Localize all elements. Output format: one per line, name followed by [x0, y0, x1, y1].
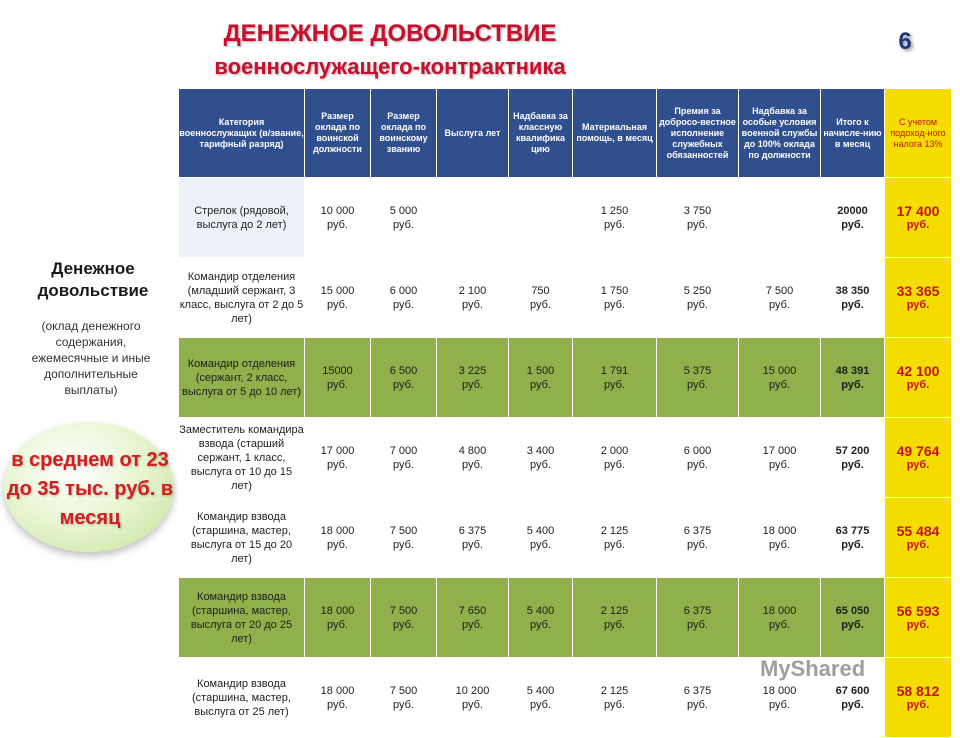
amount: 6 375 — [683, 524, 712, 537]
header-cell: Размер оклада по воинской должности — [305, 89, 371, 178]
currency: руб. — [327, 458, 348, 471]
amount: 7 500 — [389, 524, 418, 537]
header-cell: Надбавка за особые условия военной службы до 100% оклада по должности — [739, 89, 821, 178]
currency: руб. — [906, 618, 930, 631]
amount: 1 791 — [600, 364, 629, 377]
header-cell: Материальная помощь, в месяц — [573, 89, 657, 178]
amount: 5 400 — [526, 604, 555, 617]
currency: руб. — [687, 218, 708, 231]
watermark: MyShared — [760, 656, 866, 681]
amount: 5 375 — [683, 364, 712, 377]
currency: руб. — [604, 458, 625, 471]
currency: руб. — [462, 698, 483, 711]
value-cell — [739, 338, 821, 418]
oval-text: в среднем от 23 до 35 тыс. руб. в месяц — [6, 449, 174, 529]
after-tax-amount: 17 400 — [896, 202, 940, 219]
currency: руб. — [906, 538, 930, 551]
value-cell — [573, 418, 657, 498]
currency: руб. — [604, 218, 625, 231]
amount: 3 400 — [526, 444, 555, 457]
value-cell — [371, 338, 437, 418]
after-tax-amount: 42 100 — [896, 362, 940, 379]
currency: руб. — [393, 698, 414, 711]
amount: 750 — [531, 284, 550, 297]
currency: руб. — [530, 618, 551, 631]
currency: руб. — [906, 458, 930, 471]
currency: руб. — [841, 298, 864, 311]
category-cell: Командир взвода (старшина, мастер, выслуга от 20 до 25 лет) — [179, 578, 305, 658]
currency: руб. — [604, 378, 625, 391]
currency: руб. — [604, 298, 625, 311]
currency: руб. — [530, 378, 551, 391]
table-row — [179, 418, 952, 498]
value-cell — [509, 658, 573, 738]
value-cell — [739, 258, 821, 338]
currency: руб. — [393, 378, 414, 391]
amount: 7 000 — [389, 444, 418, 457]
value-cell — [305, 418, 371, 498]
value-cell — [509, 418, 573, 498]
currency: руб. — [906, 298, 930, 311]
after-tax-amount: 49 764 — [896, 442, 940, 459]
currency: руб. — [327, 618, 348, 631]
amount: 5 250 — [683, 284, 712, 297]
category-cell: Командир отделения (младший сержант, 3 класс, выслуга от 2 до 5 лет) — [179, 258, 305, 338]
left-description: (оклад денежного содержания, ежемесячные и иные дополнительные выплаты) — [31, 319, 151, 397]
after-tax-amount: 33 365 — [896, 282, 940, 299]
table-row — [179, 498, 952, 578]
value-cell — [739, 578, 821, 658]
value-cell — [437, 338, 509, 418]
currency: руб. — [462, 298, 483, 311]
currency: руб. — [906, 218, 930, 231]
value-cell — [657, 578, 739, 658]
value-cell — [573, 338, 657, 418]
table-header-row — [179, 89, 952, 178]
total-amount: 20000 — [837, 204, 868, 217]
amount: 7 500 — [389, 604, 418, 617]
header-cell: Премия за добросо-вестное исполнение служебных обязанностей — [657, 89, 739, 178]
header-cell: Итого к начисле-нию в месяц — [821, 89, 885, 178]
value-cell — [739, 498, 821, 578]
value-cell — [657, 658, 739, 738]
currency: руб. — [393, 458, 414, 471]
value-cell — [509, 258, 573, 338]
amount: 5 000 — [389, 204, 418, 217]
total-cell — [821, 578, 885, 658]
total-cell — [821, 418, 885, 498]
currency: руб. — [530, 698, 551, 711]
category-cell: Заместитель командира взвода (старший сержант, 1 класс, выслуга от 10 до 15 лет) — [179, 418, 305, 498]
amount: 2 000 — [600, 444, 629, 457]
amount: 18 000 — [320, 604, 355, 617]
value-cell — [371, 418, 437, 498]
value-cell — [371, 498, 437, 578]
header-cell: Категория военнослужащих (в/звание, тарифный разряд) — [179, 89, 305, 178]
amount: 6 375 — [683, 684, 712, 697]
page-number: 6 — [898, 28, 912, 55]
currency: руб. — [327, 538, 348, 551]
currency: руб. — [604, 538, 625, 551]
amount: 17 000 — [762, 444, 797, 457]
total-amount: 65 050 — [835, 604, 870, 617]
currency: руб. — [906, 378, 930, 391]
value-cell — [371, 178, 437, 258]
header-cell: Выслуга лет — [437, 89, 509, 178]
amount: 6 375 — [683, 604, 712, 617]
value-cell — [305, 258, 371, 338]
after-tax-cell — [885, 498, 952, 578]
currency: руб. — [327, 378, 348, 391]
value-cell — [305, 338, 371, 418]
value-cell — [305, 578, 371, 658]
category-cell: Командир взвода (старшина, мастер, выслуга от 15 до 20 лет) — [179, 498, 305, 578]
value-cell — [305, 498, 371, 578]
currency: руб. — [687, 698, 708, 711]
amount: 2 125 — [600, 524, 629, 537]
currency: руб. — [769, 458, 790, 471]
value-cell — [437, 578, 509, 658]
amount: 7 650 — [458, 604, 487, 617]
after-tax-cell — [885, 578, 952, 658]
after-tax-cell — [885, 338, 952, 418]
value-cell — [371, 658, 437, 738]
value-cell — [573, 578, 657, 658]
value-cell — [371, 578, 437, 658]
currency: руб. — [530, 458, 551, 471]
value-cell — [657, 418, 739, 498]
amount: 15 000 — [320, 284, 355, 297]
amount: 15 000 — [762, 364, 797, 377]
currency: руб. — [393, 538, 414, 551]
currency: руб. — [769, 378, 790, 391]
value-cell — [573, 178, 657, 258]
left-heading: Денежное довольствие — [37, 259, 149, 300]
value-cell — [305, 658, 371, 738]
currency: руб. — [327, 298, 348, 311]
currency: руб. — [687, 298, 708, 311]
currency: руб. — [769, 538, 790, 551]
currency: руб. — [841, 698, 864, 711]
after-tax-cell — [885, 418, 952, 498]
total-amount: 57 200 — [835, 444, 870, 457]
currency: руб. — [462, 458, 483, 471]
currency: руб. — [841, 458, 864, 471]
total-cell — [821, 498, 885, 578]
currency: руб. — [687, 458, 708, 471]
currency: руб. — [687, 618, 708, 631]
amount: 2 125 — [600, 684, 629, 697]
currency: руб. — [841, 538, 864, 551]
currency: руб. — [841, 218, 864, 231]
value-cell — [573, 658, 657, 738]
amount: 6 000 — [683, 444, 712, 457]
amount: 7 500 — [765, 284, 794, 297]
value-cell — [509, 178, 573, 258]
currency: руб. — [327, 698, 348, 711]
amount: 3 225 — [458, 364, 487, 377]
amount: 6 500 — [389, 364, 418, 377]
currency: руб. — [462, 538, 483, 551]
currency: руб. — [530, 298, 551, 311]
header-cell: Размер оклада по воинскому званию — [371, 89, 437, 178]
currency: руб. — [393, 218, 414, 231]
after-tax-cell — [885, 178, 952, 258]
header-cell: Надбавка за классную квалифика цию — [509, 89, 573, 178]
table-row — [179, 178, 952, 258]
amount: 4 800 — [458, 444, 487, 457]
value-cell — [657, 338, 739, 418]
amount: 5 400 — [526, 684, 555, 697]
value-cell — [305, 178, 371, 258]
amount: 6 375 — [458, 524, 487, 537]
title-line1: ДЕНЕЖНОЕ ДОВОЛЬСТВИЕ — [223, 20, 557, 47]
after-tax-amount: 55 484 — [896, 522, 940, 539]
amount: 10 000 — [320, 204, 355, 217]
salary-table — [178, 88, 952, 738]
total-amount: 38 350 — [835, 284, 870, 297]
table-row — [179, 258, 952, 338]
currency: руб. — [687, 538, 708, 551]
value-cell — [437, 498, 509, 578]
table-row — [179, 338, 952, 418]
currency: руб. — [769, 618, 790, 631]
amount: 15000 — [322, 364, 353, 377]
after-tax-cell — [885, 258, 952, 338]
value-cell — [437, 178, 509, 258]
table-row — [179, 578, 952, 658]
currency: руб. — [393, 298, 414, 311]
amount: 2 100 — [458, 284, 487, 297]
amount: 1 500 — [526, 364, 555, 377]
amount: 17 000 — [320, 444, 355, 457]
currency: руб. — [769, 298, 790, 311]
category-cell: Командир взвода (старшина, мастер, выслуга от 25 лет) — [179, 658, 305, 738]
value-cell — [509, 498, 573, 578]
value-cell — [657, 498, 739, 578]
amount: 3 750 — [683, 204, 712, 217]
value-cell — [573, 498, 657, 578]
value-cell — [573, 258, 657, 338]
total-cell — [821, 338, 885, 418]
amount: 18 000 — [762, 604, 797, 617]
value-cell — [437, 258, 509, 338]
currency: руб. — [530, 538, 551, 551]
value-cell — [437, 418, 509, 498]
category-cell: Командир отделения (сержант, 2 класс, выслуга от 5 до 10 лет) — [179, 338, 305, 418]
currency: руб. — [462, 618, 483, 631]
category-cell: Стрелок (рядовой, выслуга до 2 лет) — [179, 178, 305, 258]
amount: 18 000 — [762, 524, 797, 537]
amount: 5 400 — [526, 524, 555, 537]
title-line2: военнослужащего-контрактника — [214, 54, 566, 79]
currency: руб. — [687, 378, 708, 391]
total-cell — [821, 178, 885, 258]
amount: 18 000 — [320, 684, 355, 697]
value-cell — [739, 178, 821, 258]
amount: 10 200 — [455, 684, 490, 697]
header-cell-tax: С учетом подоход-ного налога 13% — [885, 89, 952, 178]
currency: руб. — [841, 618, 864, 631]
amount: 2 125 — [600, 604, 629, 617]
amount: 18 000 — [762, 684, 797, 697]
amount: 1 750 — [600, 284, 629, 297]
amount: 7 500 — [389, 684, 418, 697]
value-cell — [739, 418, 821, 498]
currency: руб. — [906, 698, 930, 711]
value-cell — [371, 258, 437, 338]
after-tax-cell — [885, 658, 952, 738]
currency: руб. — [769, 698, 790, 711]
value-cell — [509, 578, 573, 658]
value-cell — [509, 338, 573, 418]
value-cell — [437, 658, 509, 738]
currency: руб. — [604, 698, 625, 711]
currency: руб. — [462, 378, 483, 391]
amount: 18 000 — [320, 524, 355, 537]
total-amount: 48 391 — [835, 364, 870, 377]
after-tax-amount: 56 593 — [896, 602, 940, 619]
value-cell — [657, 258, 739, 338]
after-tax-amount: 58 812 — [896, 682, 940, 699]
currency: руб. — [604, 618, 625, 631]
currency: руб. — [393, 618, 414, 631]
amount: 1 250 — [600, 204, 629, 217]
total-amount: 67 600 — [835, 684, 870, 697]
currency: руб. — [841, 378, 864, 391]
amount: 6 000 — [389, 284, 418, 297]
value-cell — [657, 178, 739, 258]
total-amount: 63 775 — [835, 524, 870, 537]
currency: руб. — [327, 218, 348, 231]
total-cell — [821, 258, 885, 338]
